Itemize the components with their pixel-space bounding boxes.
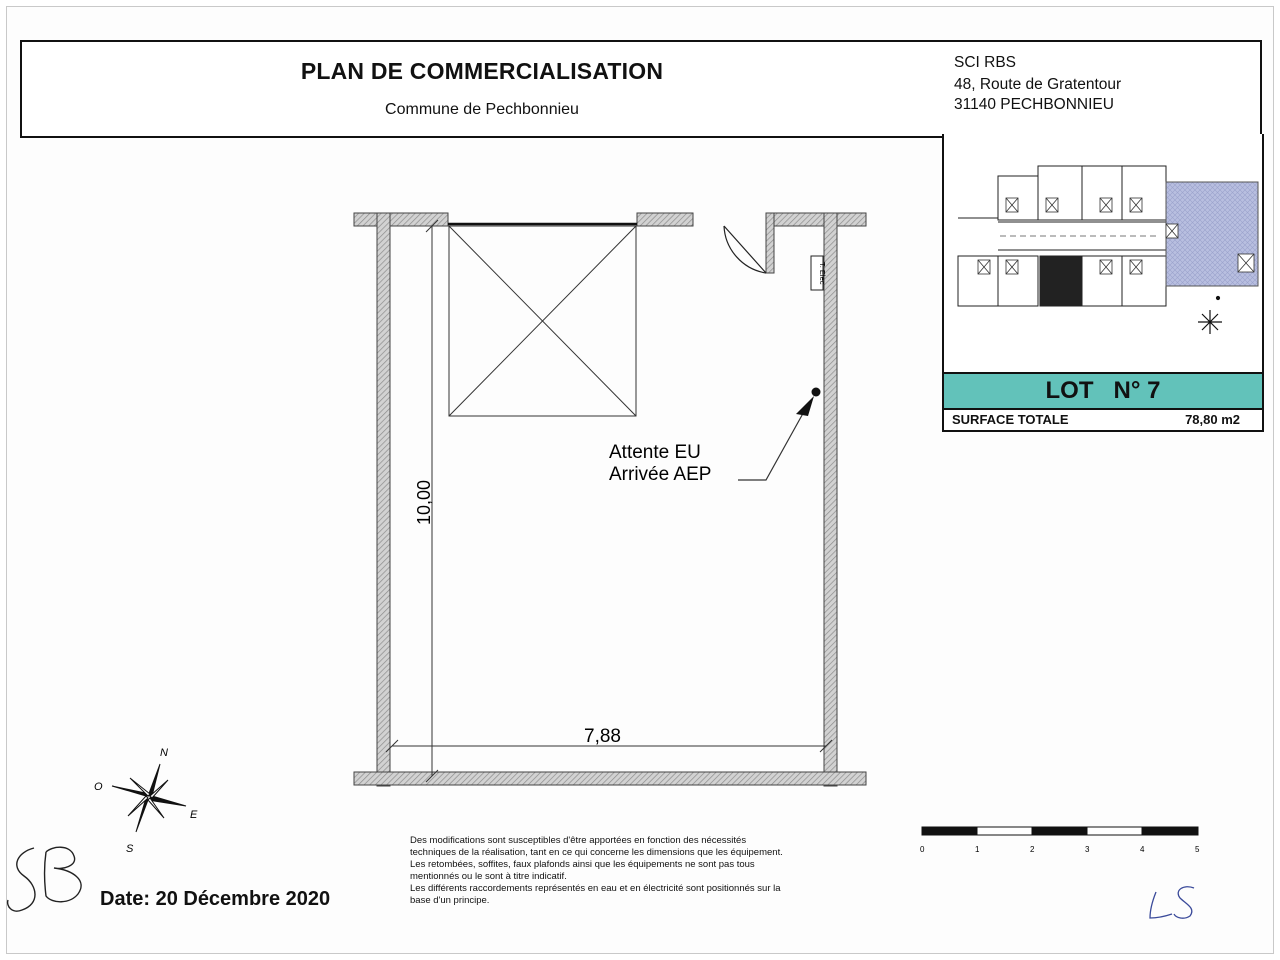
plan-date: Date: 20 Décembre 2020: [100, 888, 331, 910]
utility-label-eu: Attente EU: [609, 442, 701, 463]
width-dimension: 7,88: [584, 726, 621, 747]
compass-west: O: [94, 781, 103, 793]
note-line: Des modifications sont susceptibles d'être apportées en fonction des nécessités: [410, 835, 747, 846]
lot-number: N° 7: [1113, 377, 1161, 404]
surface-value: 78,80 m2: [1185, 412, 1240, 427]
scale-tick-label: 3: [1085, 845, 1090, 854]
owner-city: 31140 PECHBONNIEU: [954, 96, 1114, 113]
note-line: techniques de la réalisation, tant en ce qui concerne les dimensions que les équipement.: [410, 847, 783, 858]
disclaimer-notes: [410, 835, 870, 907]
owner-name: SCI RBS: [954, 54, 1017, 71]
lot-label: LOT: [1045, 377, 1094, 404]
handwritten-initials-ls: [1150, 887, 1194, 918]
note-line: mentionnés ou le sont à titre indicatif.: [410, 871, 567, 882]
scale-bar: [922, 827, 1198, 835]
locator-compass-icon: [1198, 297, 1222, 335]
door-swing: [724, 226, 766, 273]
compass-north: N: [160, 747, 168, 759]
owner-street: 48, Route de Gratentour: [954, 76, 1122, 93]
note-line: base d'un principe.: [410, 895, 490, 906]
scale-tick-label: 2: [1030, 845, 1035, 854]
compass-rose-icon: [112, 764, 186, 832]
locator-site-plan: [958, 166, 1258, 306]
surface-label: SURFACE TOTALE: [952, 412, 1069, 427]
elec-label: T. Elec: [818, 262, 827, 285]
note-line: Les différents raccordements représentés en eau et en électricité sont positionnés sur la: [410, 883, 781, 894]
scale-tick-label: 4: [1140, 845, 1145, 854]
utility-leader: [738, 388, 821, 481]
scale-tick-label: 1: [975, 845, 980, 854]
scale-tick-label: 0: [920, 845, 925, 854]
compass-east: E: [190, 809, 198, 821]
height-dimension: 10,00: [414, 479, 434, 525]
plan-title: PLAN DE COMMERCIALISATION: [300, 58, 664, 84]
handwritten-initials-sb: [8, 847, 81, 911]
scale-ticks: [920, 845, 1200, 854]
compass-south: S: [126, 843, 134, 855]
void-cross-box: [449, 226, 636, 416]
note-line: Les retombées, soffites, faux plafonds ainsi que les équipements ne sont pas tous: [410, 859, 755, 870]
commune-subtitle: Commune de Pechbonnieu: [385, 101, 579, 118]
utility-label-aep: Arrivée AEP: [609, 464, 712, 485]
scale-tick-label: 5: [1195, 845, 1200, 854]
